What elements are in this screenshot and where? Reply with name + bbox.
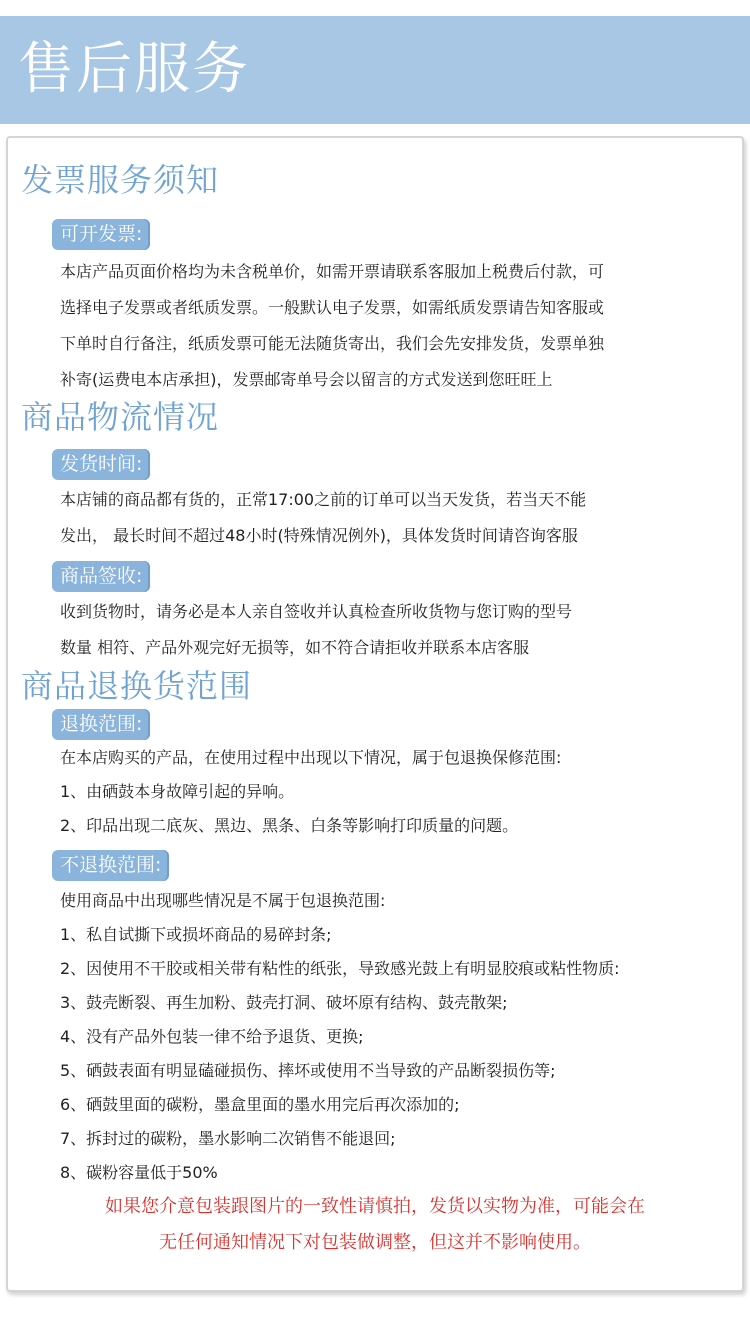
- logistics-heading: 商品物流情况: [21, 398, 220, 436]
- list-item: 1、私自试撕下或损坏商品的易碎封条;: [60, 925, 332, 944]
- text-line: 补寄(运费电本店承担)，发票邮寄单号会以留言的方式发送到您旺旺上: [60, 370, 553, 389]
- ship-time-tag: 发货时间:: [52, 449, 150, 480]
- ship-time-paragraph: [60, 482, 586, 554]
- no-return-scope-list: [60, 884, 620, 1190]
- list-item: 使用商品中出现哪些情况是不属于包退换范围:: [60, 891, 386, 910]
- text-line: 本店产品页面价格均为未含税单价，如需开票请联系客服加上税费后付款，可: [60, 262, 605, 281]
- text-line: 下单时自行备注，纸质发票可能无法随货寄出，我们会先安排发货，发票单独: [60, 334, 605, 353]
- page-title: 售后服务: [18, 37, 250, 102]
- notice-line: 无任何通知情况下对包装做调整，但这并不影响使用。: [159, 1232, 591, 1253]
- text-line: 收到货物时，请务必是本人亲自签收并认真检查所收货物与您订购的型号: [60, 602, 573, 621]
- list-item: 1、由硒鼓本身故障引起的异响。: [60, 782, 295, 801]
- no-return-scope-tag: 不退换范围:: [52, 850, 169, 881]
- text-line: 数量 相符、产品外观完好无损等，如不符合请拒收并联系本店客服: [60, 638, 530, 657]
- return-scope-list: [60, 741, 561, 843]
- returns-heading: 商品退换货范围: [21, 667, 253, 705]
- list-item: 6、硒鼓里面的碳粉，墨盒里面的墨水用完后再次添加的;: [60, 1095, 460, 1114]
- text-line: 发出， 最长时间不超过48小时(特殊情况例外)，具体发货时间请咨询客服: [60, 526, 578, 545]
- packaging-notice: [0, 1189, 750, 1261]
- invoice-tag: 可开发票:: [52, 219, 150, 250]
- list-item: 在本店购买的产品，在使用过程中出现以下情况，属于包退换保修范围:: [60, 748, 562, 767]
- invoice-paragraph: [60, 254, 604, 398]
- header-banner: [0, 16, 750, 124]
- text-line: 选择电子发票或者纸质发票。一般默认电子发票，如需纸质发票请告知客服或: [60, 298, 605, 317]
- invoice-heading: 发票服务须知: [21, 161, 220, 199]
- return-scope-tag: 退换范围:: [52, 709, 150, 740]
- list-item: 2、印品出现二底灰、黑边、黑条、白条等影响打印质量的问题。: [60, 816, 519, 835]
- list-item: 2、因使用不干胶或相关带有粘性的纸张，导致感光鼓上有明显胶痕或粘性物质:: [60, 959, 620, 978]
- receive-paragraph: [60, 594, 572, 666]
- receive-tag: 商品签收:: [52, 561, 150, 592]
- list-item: 3、鼓壳断裂、再生加粉、鼓壳打洞、破坏原有结构、鼓壳散架;: [60, 993, 508, 1012]
- list-item: 8、碳粉容量低于50%: [60, 1163, 218, 1182]
- list-item: 7、拆封过的碳粉，墨水影响二次销售不能退回;: [60, 1129, 396, 1148]
- list-item: 4、没有产品外包装一律不给予退货、更换;: [60, 1027, 364, 1046]
- notice-line: 如果您介意包装跟图片的一致性请慎拍，发货以实物为准，可能会在: [105, 1196, 645, 1217]
- list-item: 5、硒鼓表面有明显磕碰损伤、摔坏或使用不当导致的产品断裂损伤等;: [60, 1061, 556, 1080]
- text-line: 本店铺的商品都有货的，正常17:00之前的订单可以当天发货，若当天不能: [60, 490, 587, 509]
